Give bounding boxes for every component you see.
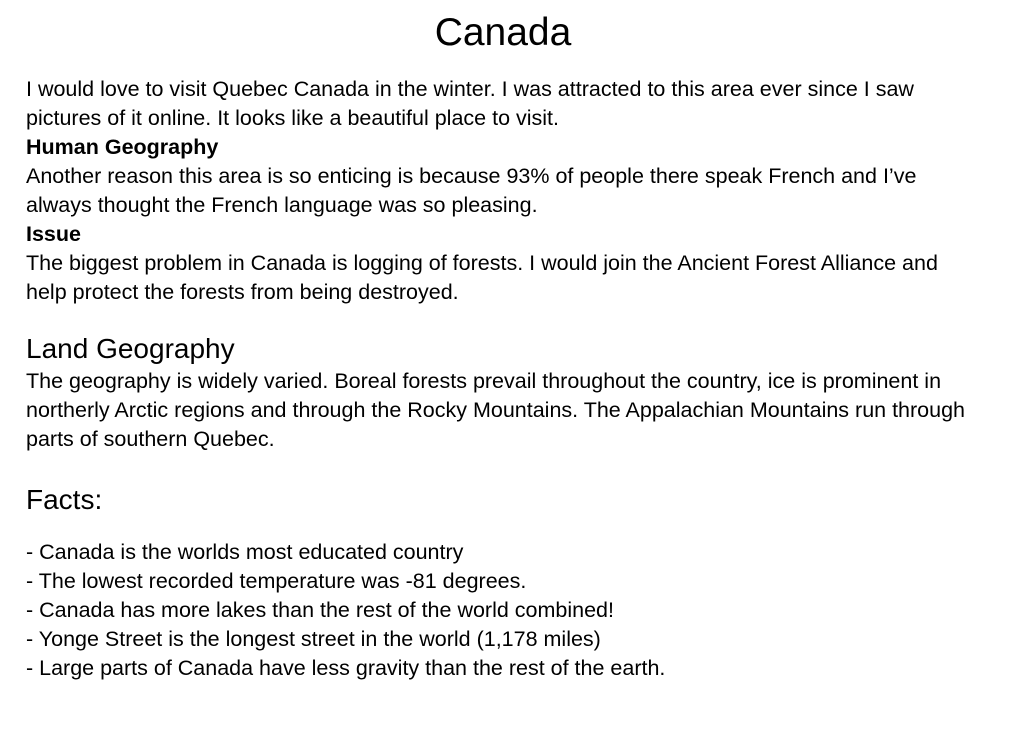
list-item: - The lowest recorded temperature was -81 degrees.: [26, 569, 527, 593]
list-item: - Large parts of Canada have less gravity than the rest of the earth.: [26, 656, 666, 680]
list-item: - Canada is the worlds most educated country: [26, 540, 464, 564]
facts-list: [26, 538, 976, 683]
list-item: - Yonge Street is the longest street in the world (1,178 miles): [26, 627, 601, 651]
intro-paragraph: I would love to visit Quebec Canada in the winter. I was attracted to this area ever since I saw pictures of it online. It looks like a beautiful place to visit.: [26, 77, 914, 130]
issue-paragraph: The biggest problem in Canada is logging of forests. I would join the Ancient Forest Alliance and help protect the forests from being destroyed.: [26, 251, 938, 304]
human-geography-paragraph: Another reason this area is so enticing is because 93% of people there speak French and I’ve always thought the French language was so pleasing.: [26, 164, 917, 217]
facts-heading: Facts:: [26, 484, 103, 515]
page-title: Canada: [434, 11, 572, 54]
list-item: - Canada has more lakes than the rest of the world combined!: [26, 598, 614, 622]
human-geography-heading: Human Geography: [26, 135, 219, 159]
land-geography-heading: Land Geography: [26, 333, 235, 364]
land-geography-paragraph: The geography is widely varied. Boreal forests prevail throughout the country, ice is prominent in northerly Arctic regions and through the Rocky Mountains. The Appalachian Mountains run through parts of southern Quebec.: [26, 369, 965, 451]
issue-heading: Issue: [26, 222, 81, 246]
